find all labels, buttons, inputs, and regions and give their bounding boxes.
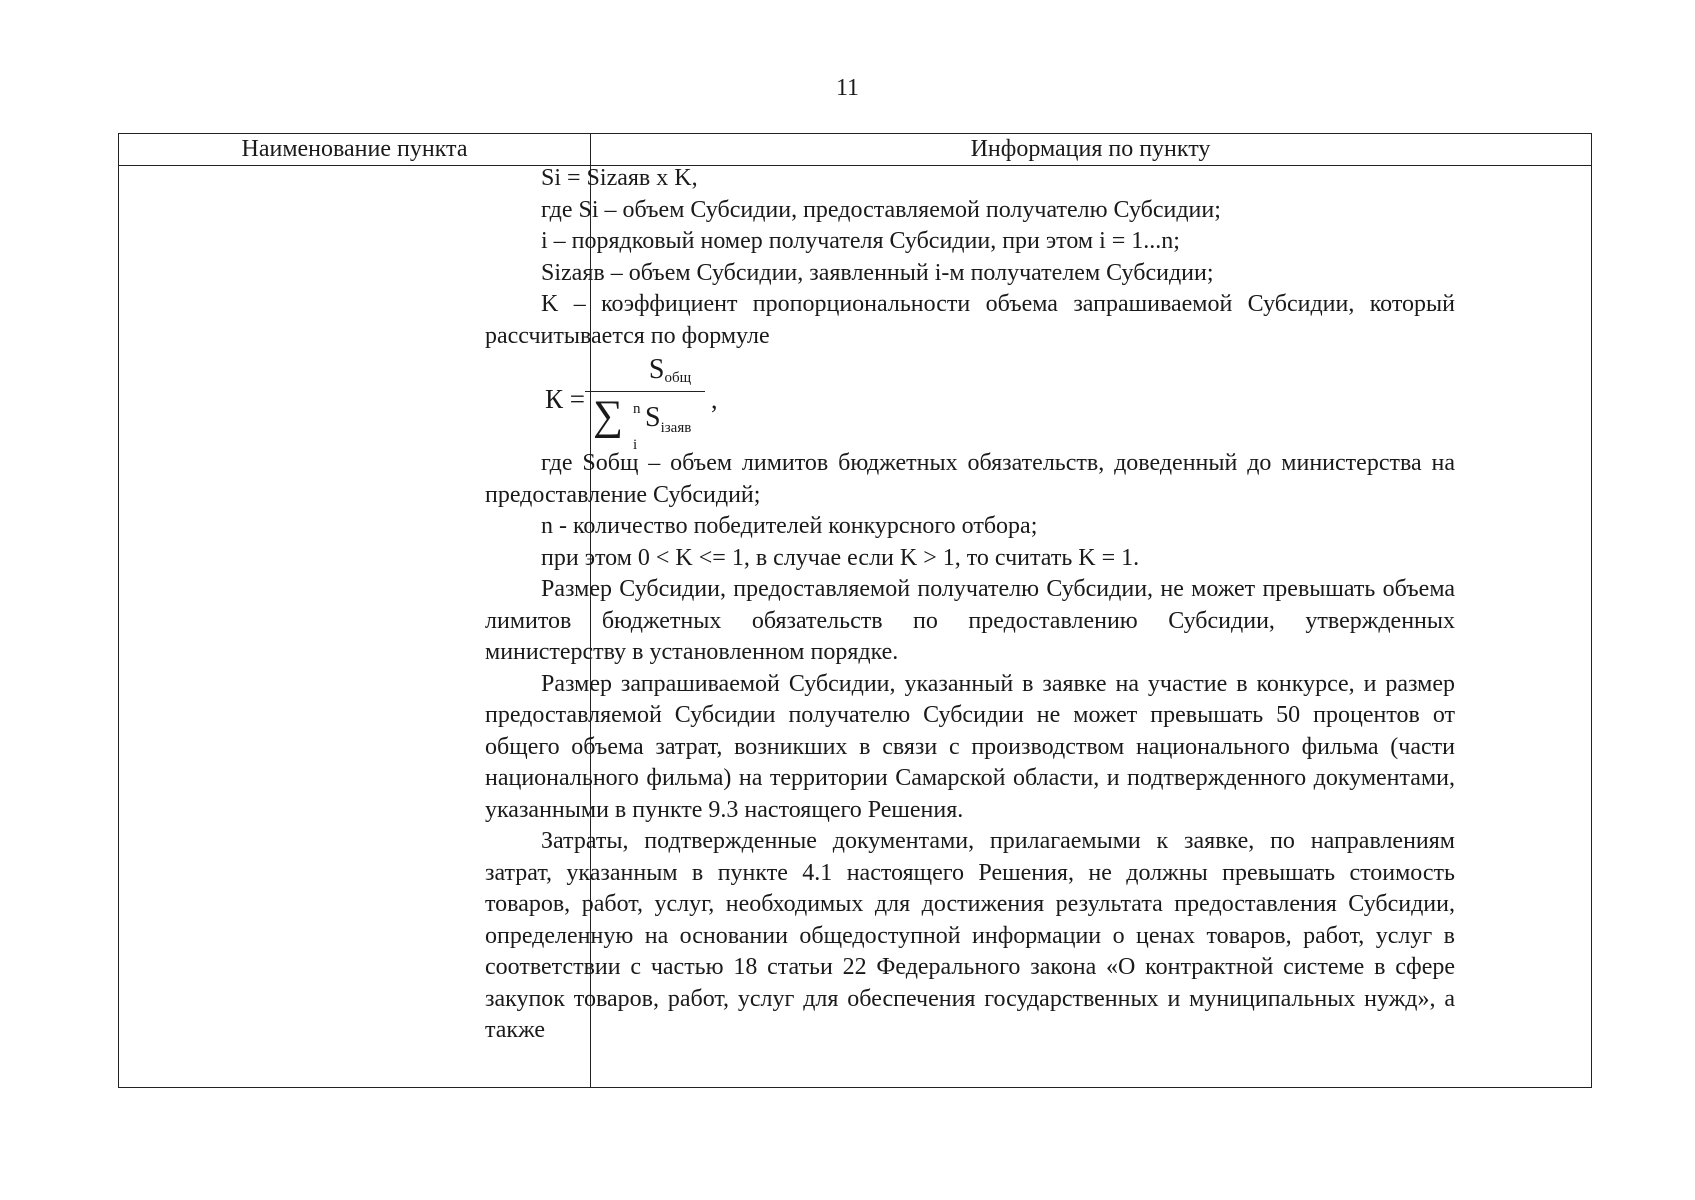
definition-i: i – порядковый номер получателя Субсидии, при этом i = 1...n; [541,228,1180,254]
subsidy-percentage-paragraph: Размер запрашиваемой Субсидии, указанный в заявке на участие в конкурсе, и размер предоставляемой Субсидии получателю Субсидии не может превышать 50 процентов от общего объема затрат, возникших в связи с производством национального фильма (части национального фильма) на территории Самарской области, и подтвержденного документами, указанными в пункте 9.3 настоящего Решения. [485,670,1455,823]
k-range-rule: при этом 0 < K <= 1, в случае если K > 1, то считать K = 1. [541,544,1140,571]
header-item-info: Информация по пункту [970,136,1211,162]
formula-numerator: $S_{общ}$ [648,354,692,386]
formula-fraction-bar [585,391,705,392]
definition-k: K – коэффициент пропорциональности объема запрашиваемой Субсидии, который рассчитывается по формуле [485,291,1455,349]
subsidy-size-limit-paragraph: Размер Субсидии, предоставляемой получателю Субсидии, не может превышать объема лимитов бюджетных обязательств по предоставлению Субсидии, утвержденных министерству в установленном порядке. [485,576,1455,665]
formula-k-lhs: К = [545,384,585,414]
item-info-cell [485,163,1455,1047]
definition-n: n - количество победителей конкурсного отбора; [541,513,1038,539]
sigma-symbol: ∑ [593,393,623,439]
formula-k [543,354,1455,453]
formula-denominator [593,393,692,453]
definition-sizayav: Sizаяв – объем Субсидии, заявленный i-м получателем Субсидии; [541,259,1214,286]
formula-comma: , [711,385,718,414]
formula-si-line: Si = Sizаяв x K, [541,165,698,191]
costs-paragraph: Затраты, подтвержденные документами, прилагаемыми к заявке, по направлениям затрат, указанным в пункте 4.1 настоящего Решения, не должны превышать стоимость товаров, работ, услуг, необходимых для достижения результата предоставления Субсидии, определенную на основании общедоступной информации о ценах товаров, работ, услуг в соответствии с частью 18 статьи 22 Федерального закона «О контрактной системе в сфере закупок товаров, работ, услуг для обеспечения государственных и муниципальных нужд», а также [485,828,1455,1043]
sum-lower-limit: i [633,437,638,453]
header-item-name: Наименование пункта [241,136,468,162]
definition-sobsh: где Sобщ – объем лимитов бюджетных обязательств, доведенный до министерства на предоставление Субсидий; [485,450,1455,508]
formula-denominator-s: $S_{iзаяв}$ [645,402,692,436]
sum-upper-limit: n [633,401,641,417]
page-number: 11 [835,75,860,101]
table-header-row [119,134,1591,166]
definition-si: где Si – объем Субсидии, предоставляемой получателю Субсидии; [541,196,1221,223]
